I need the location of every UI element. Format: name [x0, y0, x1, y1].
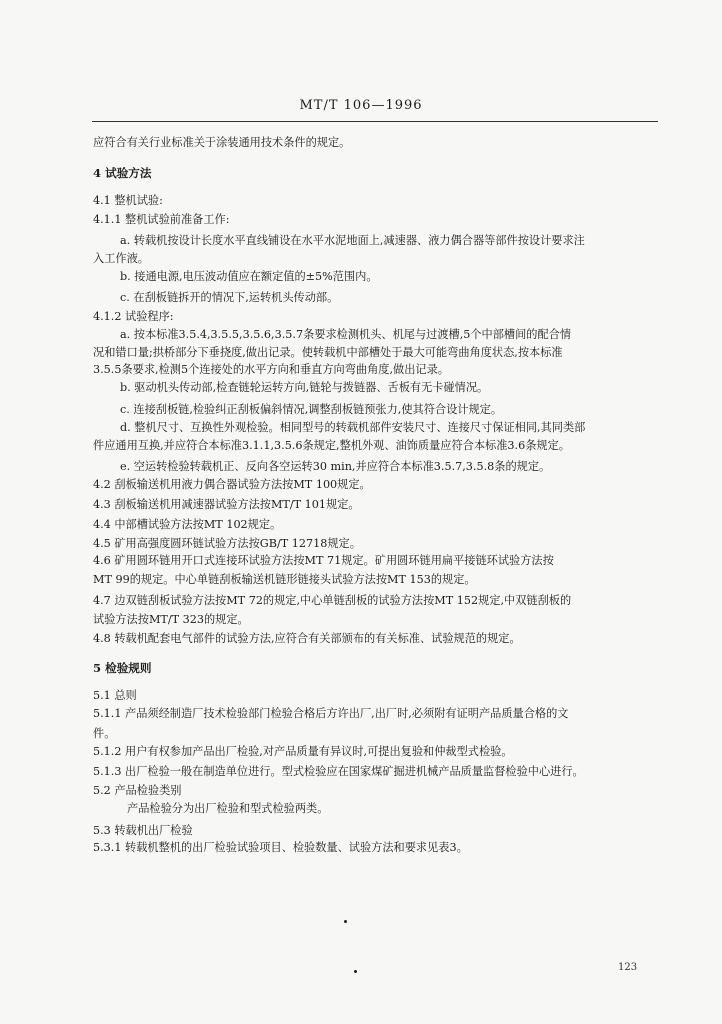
list-item: b. 驱动机头传动部,检查链轮运转方向,链轮与拨链器、舌板有无卡碰情况。	[120, 381, 489, 394]
scan-speck	[354, 970, 357, 973]
clause-line: 4.2 刮板输送机用液力偶合器试验方法按MT 100规定。	[93, 478, 371, 491]
header-rule	[92, 121, 658, 122]
section-heading: 5 检验规则	[93, 661, 152, 675]
subsection-heading: 5.1 总则	[93, 689, 137, 702]
clause-line: 4.4 中部槽试验方法按MT 102规定。	[93, 518, 282, 531]
list-item: a. 按本标准3.5.4,3.5.5,3.5.6,3.5.7条要求检测机头、机尾与过渡槽,5个中部槽间的配合情	[120, 328, 572, 341]
clause-line: 5.3.1 转载机整机的出厂检验试验项目、检验数量、试验方法和要求见表3。	[93, 841, 468, 854]
section-heading: 4 试验方法	[93, 166, 152, 180]
text-line: MT 99的规定。中心单链刮板输送机链形链接头试验方法按MT 153的规定。	[93, 573, 476, 586]
subsection-heading: 5.3 转载机出厂检验	[93, 824, 193, 837]
clause-line: 4.5 矿用高强度圆环链试验方法按GB/T 12718规定。	[93, 537, 361, 550]
list-item: c. 在刮板链拆开的情况下,运转机头传动部。	[120, 291, 339, 304]
text-line: 况和错口量;拱桥部分下垂挠度,做出记录。使转载机中部槽处于最大可能弯曲角度状态,按本标准	[93, 346, 563, 359]
text-line: 产品检验分为出厂检验和型式检验两类。	[127, 802, 329, 815]
list-item: e. 空运转检验转载机正、反向各空运转30 min,并应符合本标准3.5.7,3.5.8条的规定。	[120, 460, 551, 473]
clause-line: 5.1.2 用户有权参加产品出厂检验,对产品质量有异议时,可提出复验和仲裁型式检验。	[93, 745, 513, 758]
subsection-heading: 5.2 产品检验类别	[93, 784, 182, 797]
page-number: 123	[618, 962, 638, 973]
text-line: 件。	[93, 727, 116, 740]
standard-header: MT/T 106—1996	[299, 98, 423, 113]
clause-line: 5.1.1 产品须经制造厂技术检验部门检验合格后方许出厂,出厂时,必须附有证明产品质量合格的文	[93, 707, 569, 720]
scan-speck	[344, 920, 347, 923]
list-item: a. 转载机按设计长度水平直线铺设在水平水泥地面上,减速器、液力偶合器等部件按设计要求注	[120, 234, 585, 247]
text-line: 应符合有关行业标准关于涂装通用技术条件的规定。	[93, 136, 351, 149]
subsection-heading: 4.1.2 试验程序:	[93, 310, 174, 323]
clause-line: 4.3 刮板输送机用减速器试验方法按MT/T 101规定。	[93, 498, 360, 511]
list-item: c. 连接刮板链,检验纠正刮板偏斜情况,调整刮板链预张力,使其符合设计规定。	[120, 403, 503, 416]
list-item: b. 接通电源,电压波动值应在额定值的±5%范围内。	[120, 270, 378, 283]
clause-line: 5.1.3 出厂检验一般在制造单位进行。型式检验应在国家煤矿掘进机械产品质量监督检验中心进行。	[93, 765, 584, 778]
text-line: 3.5.5条要求,检测5个连接处的水平方向和垂直方向弯曲角度,做出记录。	[93, 363, 449, 376]
clause-line: 4.7 边双链刮板试验方法按MT 72的规定,中心单链刮板的试验方法按MT 152规定,中双链刮板的	[93, 594, 572, 607]
text-line: 试验方法按MT/T 323的规定。	[93, 613, 249, 626]
subsection-heading: 4.1 整机试验:	[93, 194, 163, 207]
text-line: 件应通用互换,并应符合本标准3.1.1,3.5.6条规定,整机外观、油饰质量应符合本标准3.6条规定。	[93, 439, 570, 452]
clause-line: 4.8 转载机配套电气部件的试验方法,应符合有关部颁布的有关标准、试验规范的规定。	[93, 632, 521, 645]
clause-line: 4.6 矿用圆环链用开口式连接环试验方法按MT 71规定。矿用圆环链用扁平接链环试验方法按	[93, 554, 554, 567]
subsection-heading: 4.1.1 整机试验前准备工作:	[93, 213, 230, 226]
text-line: 入工作液。	[93, 252, 149, 265]
list-item: d. 整机尺寸、互换性外观检验。相同型号的转载机部件安装尺寸、连接尺寸保证相同,其同类部	[120, 421, 586, 434]
